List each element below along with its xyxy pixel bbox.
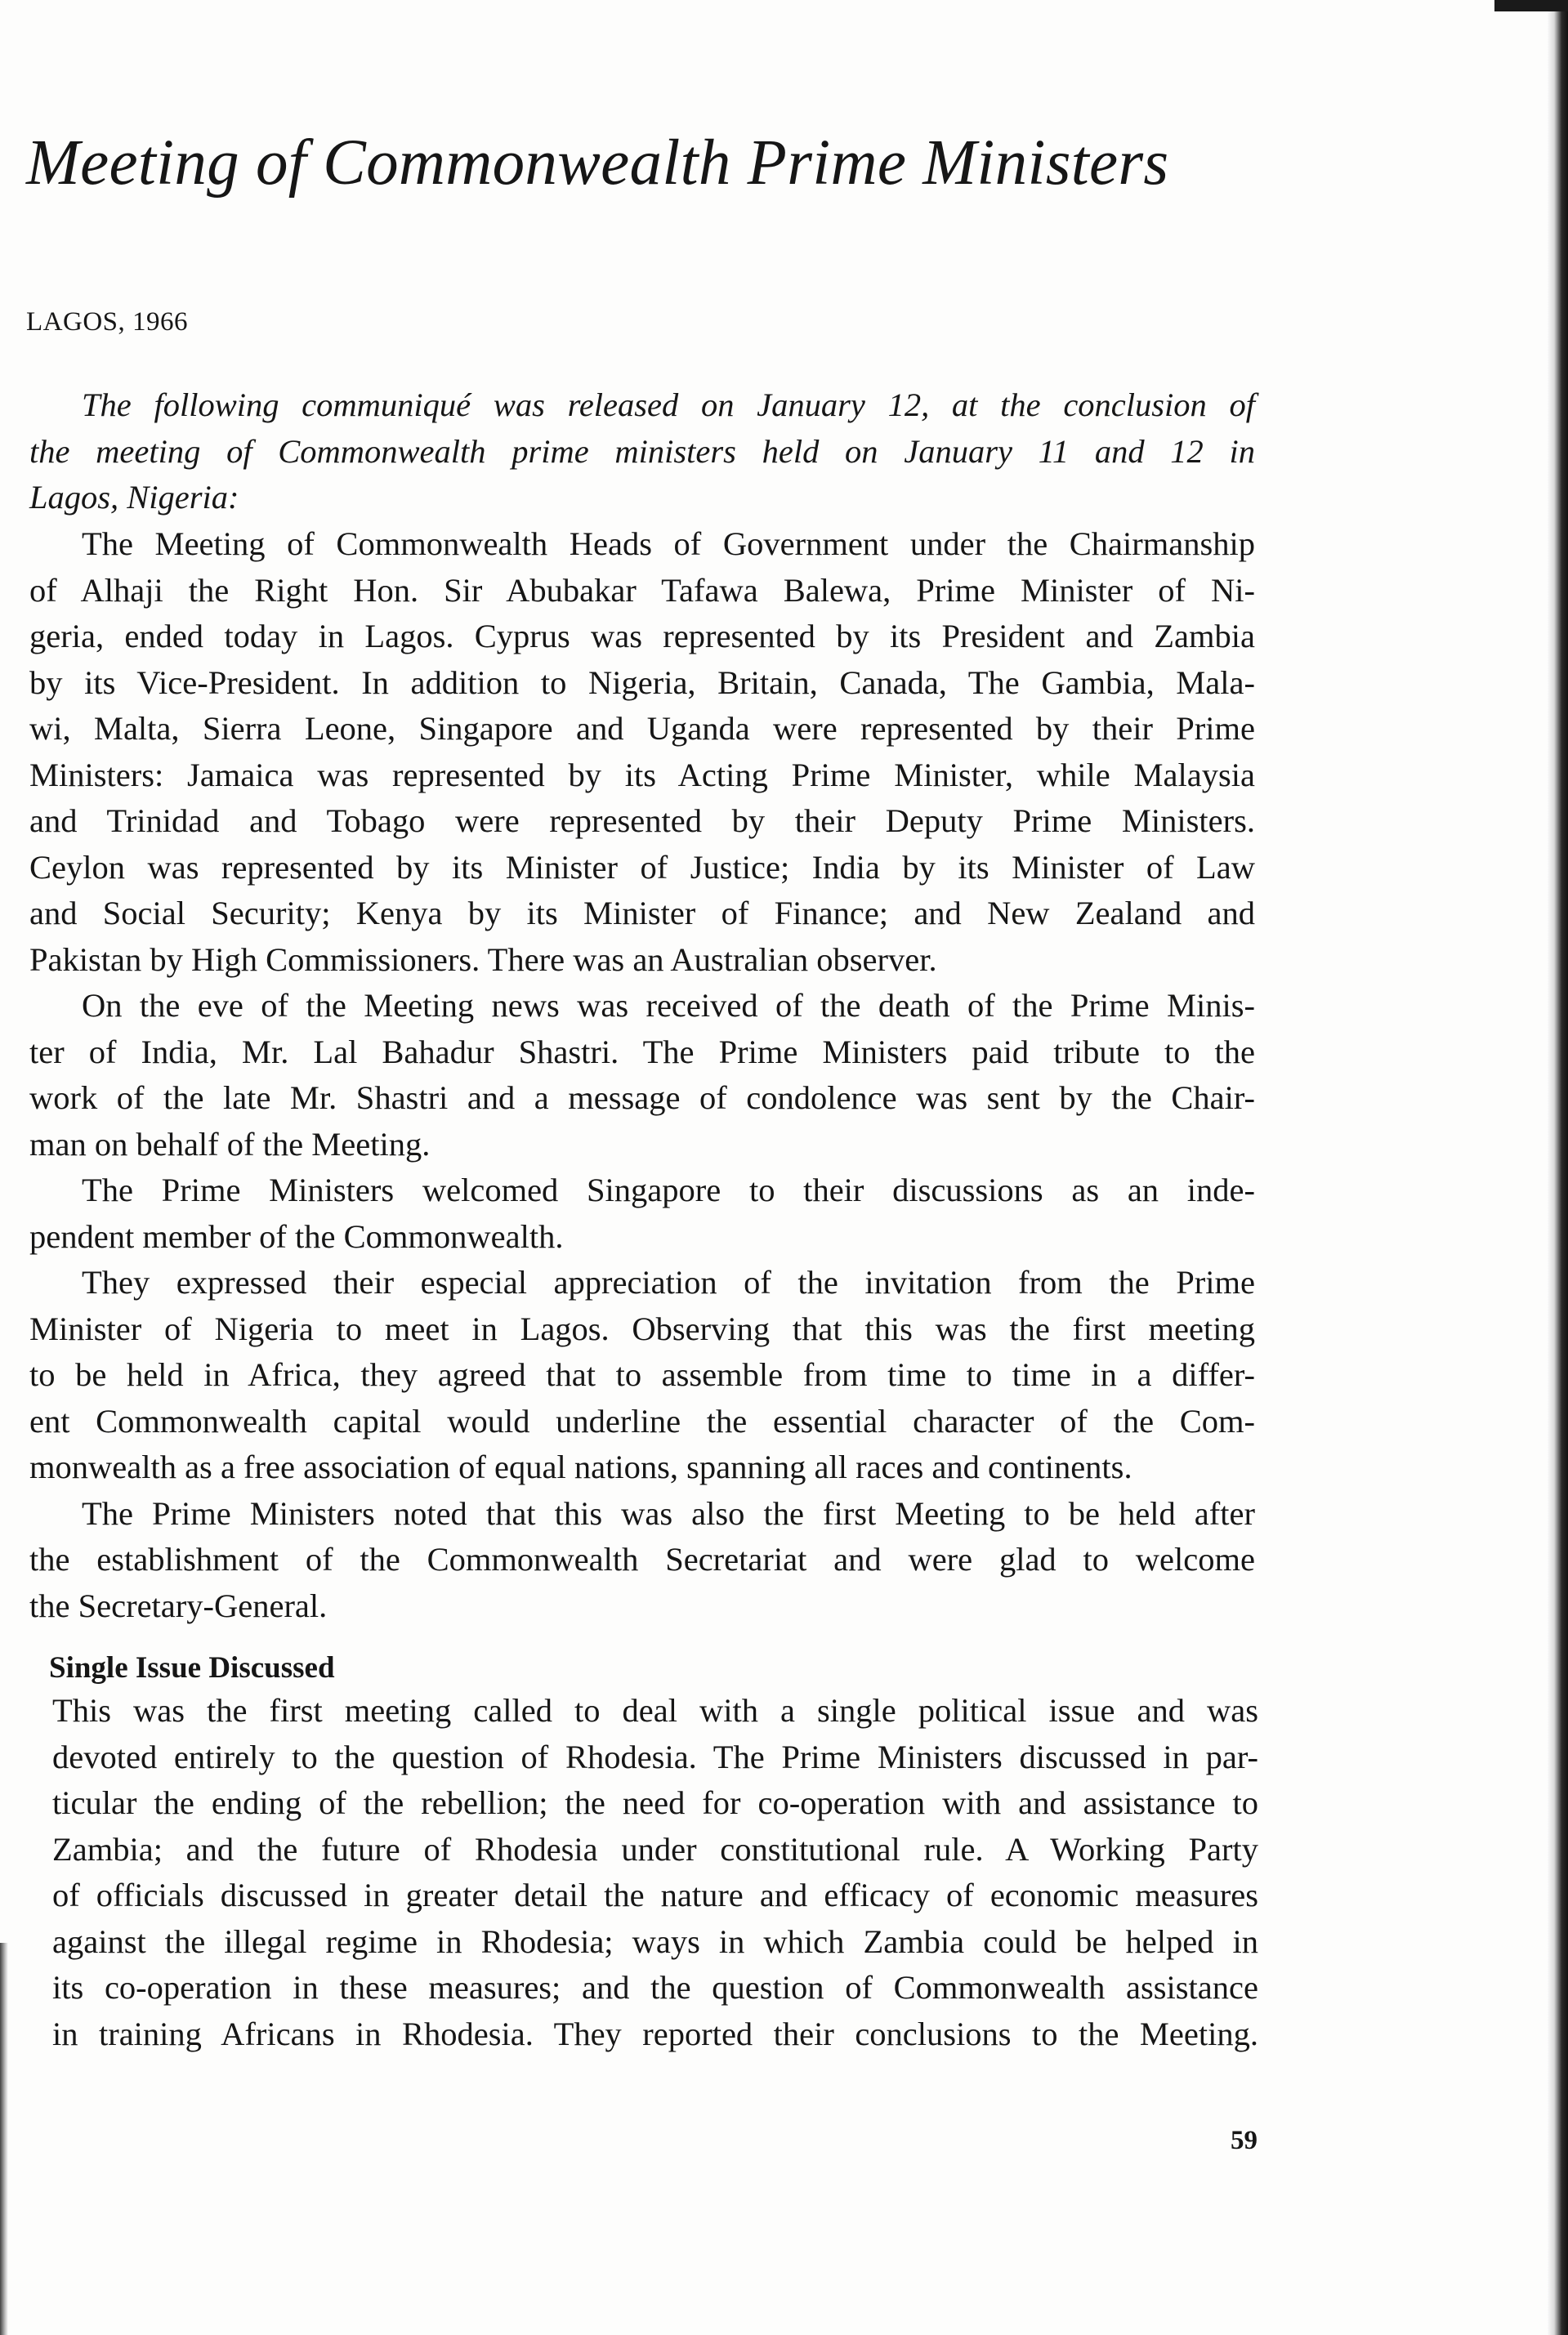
body-line: The Meeting of Commonwealth Heads of Government under the Chairmanship (82, 525, 1255, 562)
paragraph-attendance (29, 521, 1255, 983)
body-line: and Social Security; Kenya by its Minister of Finance; and New Zealand and (29, 895, 1255, 931)
scan-left-shadow (0, 1943, 8, 2335)
body-line: geria, ended today in Lagos. Cyprus was represented by its President and Zambia (29, 618, 1255, 654)
body-line: to be held in Africa, they agreed that to assemble from time to time in a differ- (29, 1356, 1255, 1393)
section-line: of officials discussed in greater detail the nature and efficacy of economic measures (52, 1877, 1258, 1913)
intro-paragraph (29, 382, 1255, 521)
paragraph-lagos (29, 1260, 1255, 1491)
communique-body (29, 521, 1255, 1629)
paragraph-singapore (29, 1168, 1255, 1260)
body-line: On the eve of the Meeting news was received of the death of the Prime Minis- (82, 987, 1255, 1024)
body-line: and Trinidad and Tobago were represented by their Deputy Prime Ministers. (29, 802, 1255, 839)
body-line: pendent member of the Commonwealth. (29, 1217, 564, 1255)
page-title: Meeting of Commonwealth Prime Ministers (26, 127, 1169, 199)
body-line: by its Vice-President. In addition to Nigeria, Britain, Canada, The Gambia, Mala- (29, 663, 1255, 701)
intro-line: The following communiqué was released on January 12, at the conclusion of (82, 386, 1255, 423)
body-line: monwealth as a free association of equal nations, spanning all races and continents. (29, 1449, 1132, 1485)
body-line: Pakistan by High Commissioners. There was an Australian observer. (29, 940, 937, 978)
paragraph-shastri (29, 983, 1255, 1168)
intro-line: the meeting of Commonwealth prime ministers held on January 11 and 12 in (29, 432, 1255, 470)
body-line: ter of India, Mr. Lal Bahadur Shastri. The Prime Ministers paid tribute to the (29, 1033, 1255, 1070)
body-line: the Secretary-General. (29, 1587, 328, 1624)
section-line: This was the first meeting called to deal with a single political issue and was (52, 1692, 1258, 1729)
intro-line: Lagos, Nigeria: (29, 479, 239, 516)
scan-edge-shadow (1547, 0, 1568, 2335)
body-line: wi, Malta, Sierra Leone, Singapore and Uganda were represented by their Prime (29, 710, 1255, 747)
section-body (52, 1688, 1258, 2057)
body-line: The Prime Ministers welcomed Singapore to their discussions as an inde- (82, 1172, 1255, 1208)
section-line: against the illegal regime in Rhodesia; ways in which Zambia could be helped in (52, 1922, 1258, 1960)
section-line: Zambia; and the future of Rhodesia under constitutional rule. A Working Party (52, 1830, 1258, 1868)
body-line: Ceylon was represented by its Minister of Justice; India by its Minister of Law (29, 848, 1255, 886)
body-line: the establishment of the Commonwealth Secretariat and were glad to welcome (29, 1541, 1255, 1578)
dateline: LAGOS, 1966 (26, 307, 189, 337)
body-line: of Alhaji the Right Hon. Sir Abubakar Tafawa Balewa, Prime Minister of Ni- (29, 571, 1255, 609)
scan-corner-mark (1494, 0, 1568, 11)
section-heading: Single Issue Discussed (49, 1651, 335, 1685)
section-line: in training Africans in Rhodesia. They reported their conclusions to the Meeting. (52, 2015, 1258, 2052)
body-line: The Prime Ministers noted that this was also the first Meeting to be held after (82, 1494, 1255, 1532)
paragraph-secretariat (29, 1491, 1255, 1630)
body-line: Ministers: Jamaica was represented by its Acting Prime Minister, while Malaysia (29, 756, 1255, 793)
section-line: devoted entirely to the question of Rhodesia. The Prime Ministers discussed in par- (52, 1738, 1258, 1775)
page-number: 59 (1231, 2126, 1258, 2155)
body-line: ent Commonwealth capital would underline the essential character of the Com- (29, 1402, 1255, 1440)
body-line: Minister of Nigeria to meet in Lagos. Observing that this was the first meeting (29, 1310, 1255, 1347)
body-line: work of the late Mr. Shastri and a message of condolence was sent by the Chair- (29, 1079, 1255, 1116)
body-line: They expressed their especial appreciation of the invitation from the Prime (82, 1264, 1255, 1301)
body-line: man on behalf of the Meeting. (29, 1125, 431, 1163)
section-line: ticular the ending of the rebellion; the need for co-operation with and assistance to (52, 1784, 1258, 1821)
section-line: its co-operation in these measures; and the question of Commonwealth assistance (52, 1969, 1258, 2006)
